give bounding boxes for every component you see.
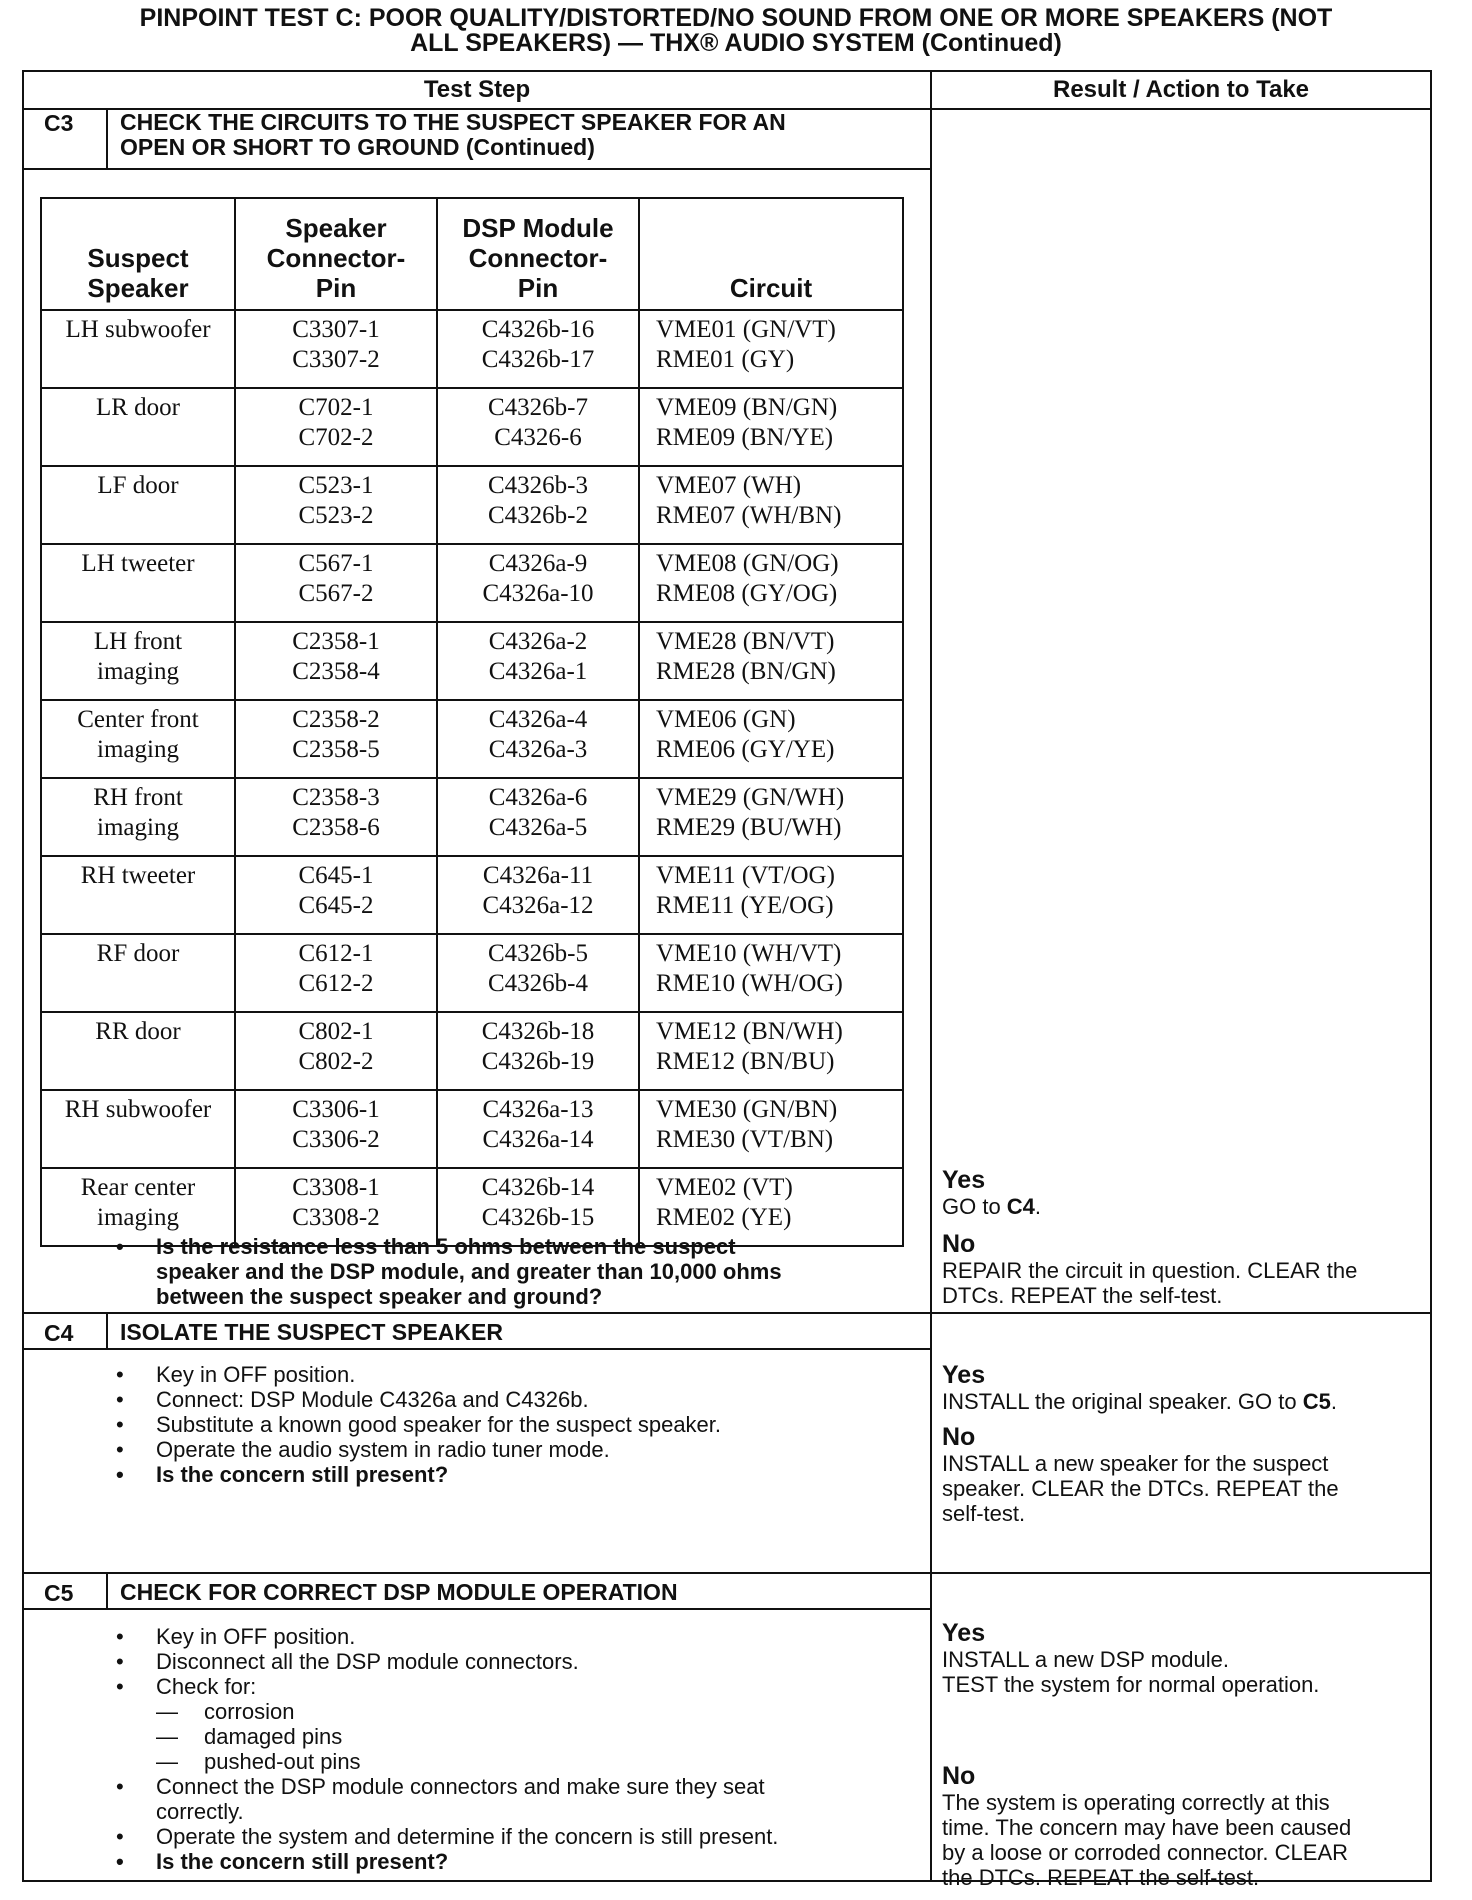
c3-question: • Is the resistance less than 5 ohms between the suspect speaker and the DSP module, and greater than 10,000 ohms between the suspect speaker and ground? <box>116 1234 916 1309</box>
cell-speaker-pin: C702-1 C702-2 <box>235 388 437 466</box>
c5-question: • Is the concern still present? <box>116 1849 916 1874</box>
c5-step: • Disconnect all the DSP module connectors. <box>116 1649 916 1674</box>
row-line-c4 <box>24 1312 1430 1314</box>
c5-steps <box>116 1624 916 1874</box>
cell-dsp-pin: C4326b-5 C4326b-4 <box>437 934 639 1012</box>
step-header-line <box>24 1608 930 1610</box>
step-number-c3: C3 <box>44 110 74 136</box>
cell-circuit: VME07 (WH) RME07 (WH/BN) <box>639 466 903 544</box>
cell-dsp-pin: C4326a-4 C4326a-3 <box>437 700 639 778</box>
c5-no-action: The system is operating correctly at this time. The concern may have been caused by a loose or corroded connector. CLEAR the DTCs. REPEAT the self-test. <box>942 1790 1352 1890</box>
pinpoint-test-table <box>22 70 1432 1890</box>
c4-yes-label: Yes <box>942 1361 986 1389</box>
table-row <box>41 310 903 388</box>
cell-circuit: VME29 (GN/WH) RME29 (BU/WH) <box>639 778 903 856</box>
table-row <box>41 388 903 466</box>
cell-speaker: LF door <box>41 466 235 544</box>
cell-speaker-pin: C612-1 C612-2 <box>235 934 437 1012</box>
cell-dsp-pin: C4326b-16 C4326b-17 <box>437 310 639 388</box>
table-row <box>41 1090 903 1168</box>
cell-circuit: VME11 (VT/OG) RME11 (YE/OG) <box>639 856 903 934</box>
step-title-c4: ISOLATE THE SUSPECT SPEAKER <box>120 1319 503 1345</box>
cell-speaker: RF door <box>41 934 235 1012</box>
cell-circuit: VME02 (VT) RME02 (YE) <box>639 1168 903 1246</box>
cell-speaker: Rear center imaging <box>41 1168 235 1246</box>
cell-circuit: VME30 (GN/BN) RME30 (VT/BN) <box>639 1090 903 1168</box>
c4-question: • Is the concern still present? <box>116 1462 916 1487</box>
c5-yes-action: INSTALL a new DSP module. TEST the system for normal operation. <box>942 1647 1320 1697</box>
step-number-c5: C5 <box>44 1580 74 1606</box>
c5-check-item: — pushed-out pins <box>156 1749 361 1774</box>
c5-no-label: No <box>942 1762 976 1790</box>
c5-step: • Key in OFF position. <box>116 1624 916 1649</box>
cell-speaker: Center front imaging <box>41 700 235 778</box>
c5-check-item: — corrosion <box>156 1699 295 1724</box>
c4-result <box>942 1362 1442 1526</box>
cell-speaker: RH subwoofer <box>41 1090 235 1168</box>
c3-question-list <box>116 1234 916 1309</box>
cell-circuit: VME10 (WH/VT) RME10 (WH/OG) <box>639 934 903 1012</box>
cell-circuit: VME09 (BN/GN) RME09 (BN/YE) <box>639 388 903 466</box>
step-header-line <box>24 168 930 170</box>
title-line-2: ALL SPEAKERS) — THX® AUDIO SYSTEM (Continued) <box>410 29 1062 57</box>
cell-speaker-pin: C3308-1 C3308-2 <box>235 1168 437 1246</box>
c5-check-item: — damaged pins <box>156 1724 343 1749</box>
header-test-step: Test Step <box>24 72 930 110</box>
header-result: Result / Action to Take <box>932 72 1430 110</box>
c5-result <box>942 1620 1442 1890</box>
cell-speaker-pin: C3307-1 C3307-2 <box>235 310 437 388</box>
c4-no-label: No <box>942 1423 976 1451</box>
col-circuit: Circuit <box>639 198 903 310</box>
cell-speaker: LH front imaging <box>41 622 235 700</box>
c4-yes-action: INSTALL the original speaker. GO to C5. <box>942 1389 1337 1414</box>
cell-circuit: VME08 (GN/OG) RME08 (GY/OG) <box>639 544 903 622</box>
c4-step: • Key in OFF position. <box>116 1362 916 1387</box>
row-line-c5 <box>24 1572 1430 1574</box>
c5-step: • Check for: <box>116 1674 916 1699</box>
table-row <box>41 622 903 700</box>
cell-speaker: LH tweeter <box>41 544 235 622</box>
cell-speaker-pin: C567-1 C567-2 <box>235 544 437 622</box>
table-row <box>41 700 903 778</box>
step-title-c5: CHECK FOR CORRECT DSP MODULE OPERATION <box>120 1579 678 1605</box>
table-row <box>41 934 903 1012</box>
cell-speaker-pin: C2358-3 C2358-6 <box>235 778 437 856</box>
cell-speaker: RR door <box>41 1012 235 1090</box>
c3-no-label: No <box>942 1230 976 1258</box>
cell-speaker-pin: C645-1 C645-2 <box>235 856 437 934</box>
c5-yes-label: Yes <box>942 1619 986 1647</box>
page-title <box>0 6 1472 56</box>
c4-steps <box>116 1362 916 1487</box>
cell-dsp-pin: C4326b-14 C4326b-15 <box>437 1168 639 1246</box>
c4-step: • Substitute a known good speaker for the suspect speaker. <box>116 1412 916 1437</box>
c3-yes-label: Yes <box>942 1166 986 1194</box>
cell-dsp-pin: C4326a-13 C4326a-14 <box>437 1090 639 1168</box>
cell-speaker-pin: C523-1 C523-2 <box>235 466 437 544</box>
table-row <box>41 544 903 622</box>
cell-dsp-pin: C4326a-11 C4326a-12 <box>437 856 639 934</box>
cell-speaker-pin: C802-1 C802-2 <box>235 1012 437 1090</box>
cell-speaker: LR door <box>41 388 235 466</box>
table-row <box>41 1012 903 1090</box>
cell-dsp-pin: C4326b-18 C4326b-19 <box>437 1012 639 1090</box>
step-number-c4: C4 <box>44 1320 74 1346</box>
table-row <box>41 778 903 856</box>
step-number-divider <box>106 1574 108 1608</box>
cell-dsp-pin: C4326a-2 C4326a-1 <box>437 622 639 700</box>
title-line-1: PINPOINT TEST C: POOR QUALITY/DISTORTED/NO SOUND FROM ONE OR MORE SPEAKERS (NOT <box>139 4 1333 32</box>
step-header-line <box>24 1348 930 1350</box>
col-suspect-speaker: Suspect Speaker <box>41 198 235 310</box>
cell-speaker: RH front imaging <box>41 778 235 856</box>
cell-speaker: RH tweeter <box>41 856 235 934</box>
cell-circuit: VME12 (BN/WH) RME12 (BN/BU) <box>639 1012 903 1090</box>
cell-circuit: VME28 (BN/VT) RME28 (BN/GN) <box>639 622 903 700</box>
table-row <box>41 856 903 934</box>
cell-speaker: LH subwoofer <box>41 310 235 388</box>
c5-step: • Connect the DSP module connectors and make sure they seat correctly. <box>116 1774 916 1824</box>
c3-no-action: REPAIR the circuit in question. CLEAR the DTCs. REPEAT the self-test. <box>942 1258 1358 1308</box>
c4-step: • Operate the audio system in radio tuner mode. <box>116 1437 916 1462</box>
step-title-c3-line1: CHECK THE CIRCUITS TO THE SUSPECT SPEAKER FOR AN <box>120 109 786 135</box>
cell-dsp-pin: C4326a-6 C4326a-5 <box>437 778 639 856</box>
cell-speaker-pin: C2358-1 C2358-4 <box>235 622 437 700</box>
step-title-c3 <box>120 110 786 160</box>
cell-circuit: VME06 (GN) RME06 (GY/YE) <box>639 700 903 778</box>
step-title-c3-line2: OPEN OR SHORT TO GROUND (Continued) <box>120 134 595 160</box>
cell-dsp-pin: C4326a-9 C4326a-10 <box>437 544 639 622</box>
table-row <box>41 466 903 544</box>
cell-circuit: VME01 (GN/VT) RME01 (GY) <box>639 310 903 388</box>
circuit-table <box>40 197 904 1247</box>
c3-yes-action: GO to C4. <box>942 1194 1042 1219</box>
cell-speaker-pin: C3306-1 C3306-2 <box>235 1090 437 1168</box>
cell-dsp-pin: C4326b-7 C4326-6 <box>437 388 639 466</box>
step-number-divider <box>106 1314 108 1348</box>
cell-dsp-pin: C4326b-3 C4326b-2 <box>437 466 639 544</box>
c3-result <box>942 1167 1442 1308</box>
c4-no-action: INSTALL a new speaker for the suspect speaker. CLEAR the DTCs. REPEAT the self-test. <box>942 1451 1339 1526</box>
col-speaker-connector-pin: Speaker Connector- Pin <box>235 198 437 310</box>
step-number-divider <box>106 108 108 168</box>
cell-speaker-pin: C2358-2 C2358-5 <box>235 700 437 778</box>
col-dsp-connector-pin: DSP Module Connector- Pin <box>437 198 639 310</box>
c4-step: • Connect: DSP Module C4326a and C4326b. <box>116 1387 916 1412</box>
c5-step: • Operate the system and determine if the concern is still present. <box>116 1824 916 1849</box>
column-divider <box>930 72 932 1880</box>
